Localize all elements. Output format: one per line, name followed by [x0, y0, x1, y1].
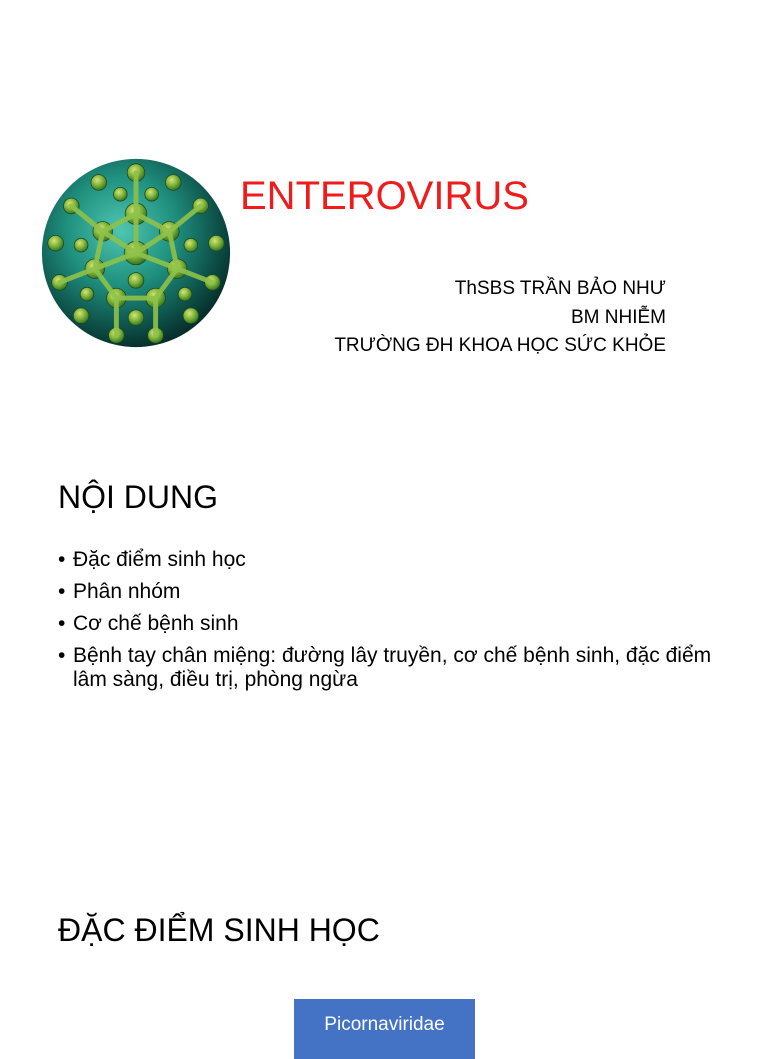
slide-title: ENTEROVIRUS [240, 174, 529, 218]
list-item: • Cơ chế bệnh sinh [58, 612, 718, 636]
contents-heading: NỘI DUNG [58, 479, 218, 515]
author-info [334, 275, 666, 361]
family-box: Picornaviridae [294, 999, 475, 1059]
author-institution: TRƯỜNG ĐH KHOA HỌC SỨC KHỎE [334, 335, 666, 356]
biology-slide [0, 860, 768, 1035]
list-item: • Đặc điểm sinh học [58, 548, 718, 572]
author-department: BM NHIỄM [571, 306, 666, 328]
virus-image [38, 155, 234, 351]
list-item: • Phân nhóm [58, 580, 718, 604]
author-name: ThSBS TRẦN BẢO NHƯ [454, 278, 666, 299]
biology-heading: ĐẶC ĐIỂM SINH HỌC [58, 912, 380, 948]
contents-slide [0, 430, 768, 860]
list-item: • Bệnh tay chân miệng: đường lây truyền, cơ chế bệnh sinh, đặc điểm lâm sàng, điều trị, phòng ngừa [58, 644, 718, 692]
contents-list [58, 548, 718, 700]
title-slide [0, 0, 768, 430]
